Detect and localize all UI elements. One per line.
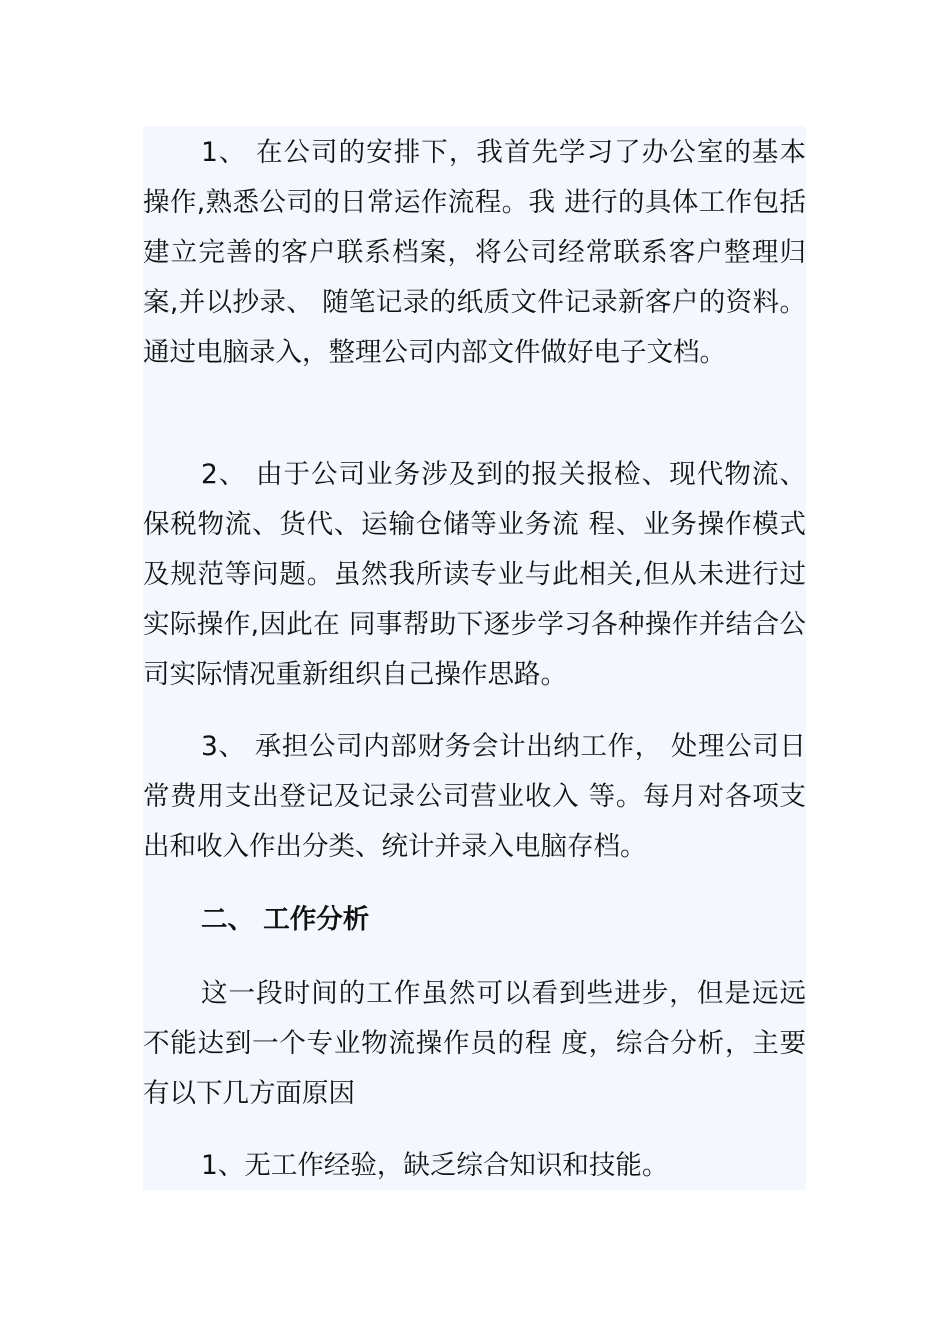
paragraph-work-item-3: 3、 承担公司内部财务会计出纳工作， 处理公司日常费用支出登记及记录公司营业收入 等。每月对各项支出和收入作出分类、统计并录入电脑存档。 [143, 731, 806, 862]
document-body [143, 126, 806, 1190]
section-heading-work-analysis: 二、 工作分析 [201, 904, 370, 935]
paragraph-analysis-intro: 这一段时间的工作虽然可以看到些进步，但是远远不能达到一个专业物流操作员的程 度，综合分析，主要有以下几方面原因 [143, 978, 806, 1109]
paragraph-reason-1: 1、无工作经验，缺乏综合知识和技能。 [201, 1150, 669, 1181]
paragraph-work-item-1: 1、 在公司的安排下，我首先学习了办公室的基本操作,熟悉公司的日常运作流程。我 进行的具体工作包括建立完善的客户联系档案，将公司经常联系客户整理归案,并以抄录、 随笔记录的纸质文件记录新客户的资料。通过电脑录入，整理公司内部文件做好电子文档。 [143, 137, 806, 368]
paragraph-work-item-2: 2、 由于公司业务涉及到的报关报检、现代物流、保税物流、货代、运输仓储等业务流 程、业务操作模式及规范等问题。虽然我所读专业与此相关,但从未进行过实际操作,因此在 同事帮助下逐步学习各种操作并结合公司实际情况重新组织自己操作思路。 [143, 459, 806, 690]
